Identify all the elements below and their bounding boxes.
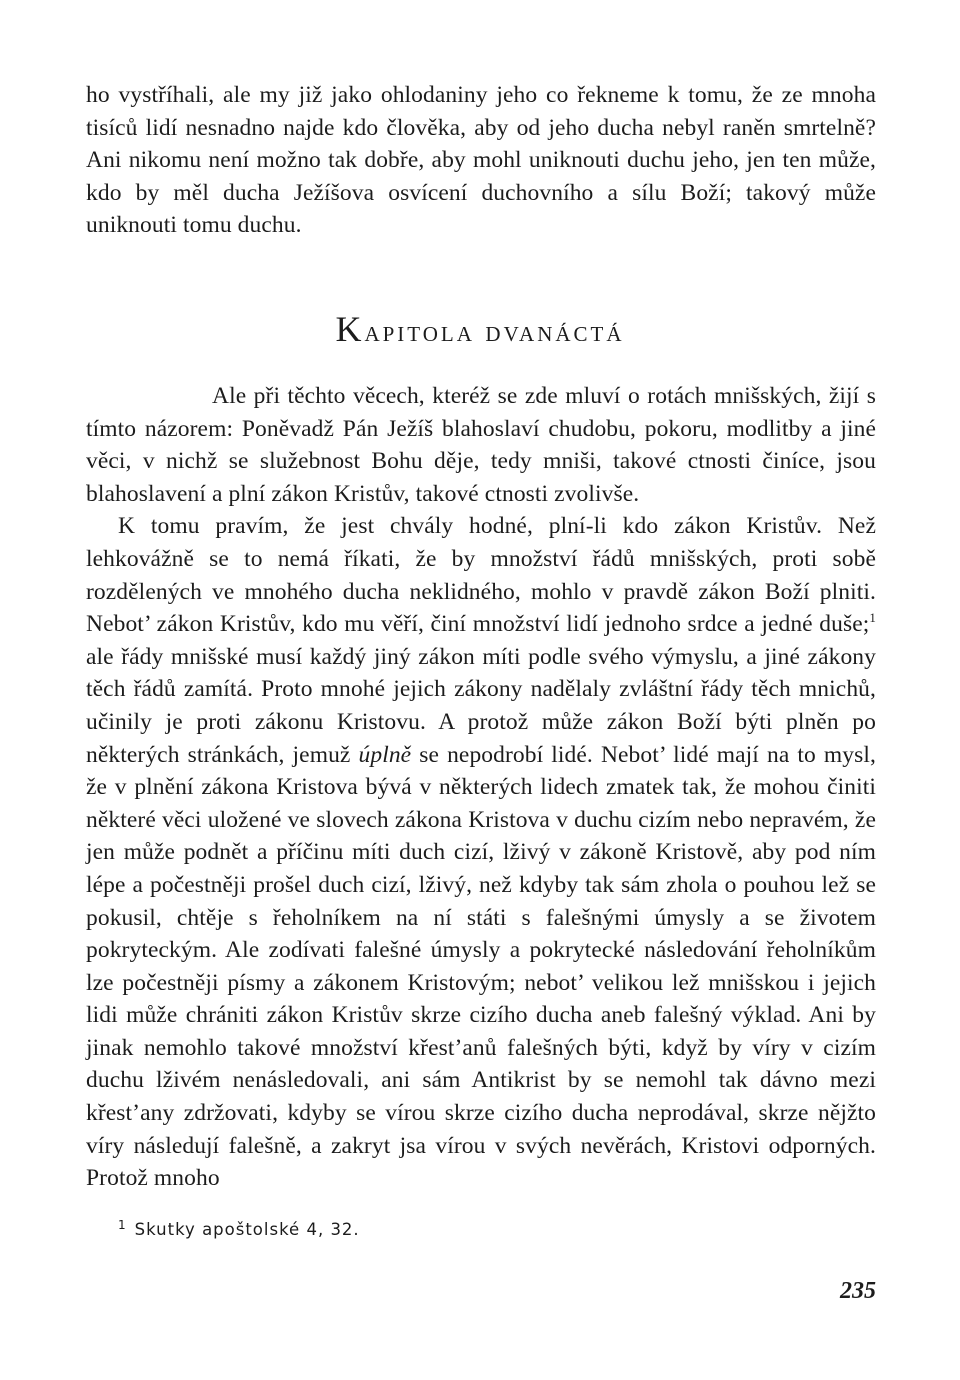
paragraph-2-part-1: K tomu pravím, že jest chvály hodné, plní-li kdo zákon Kristův. Než lehkovážně se to nemá říkati, že by množství řádů mnišských, proti sobě rozdělených ve mnohého ducha neklidného, mohlo v pravdě zákon Boží plniti. Nebot’ zákon Kristův, kdo mu věří, činí množství lidí jednoho srdce a jedné duše; — [86, 513, 876, 638]
footnote-mark: 1 — [118, 1218, 127, 1232]
footnote — [118, 1220, 360, 1239]
paragraph-1: Ale při těchto věcech, kteréž se zde mluví o rotách mnišských, žijí s tímto názorem: Poněvadž Pán Ježíš blahoslaví chudobu, pokoru, modlitby a jiné věci, v nichž se služebnost Bohu děje, tedy mniši, takové ctnosti činíce, jsou blahoslavení a plní zákon Kristův, takové ctnosti zvolivše. — [86, 383, 876, 507]
chapter-heading — [0, 308, 960, 350]
paragraph-2 — [86, 510, 876, 1194]
emphasis-word: úplně — [358, 741, 412, 768]
page-number: 235 — [840, 1278, 876, 1304]
paragraph-2-part-2: ale řády mnišské musí každý jiný zákon míti podle svého výmyslu, a jiné zákony těch řádů zamítá. Proto mnohé jejich zákony nadělaly zvláštní řády těch mnichů, učinily je proti zákonu Kristovu. A protož může zákon Boží býti plněn po některých stránkách, jemuž — [86, 643, 876, 768]
intro-paragraph: ho vystříhali, ale my již jako ohlodaniny jeho co řekneme k tomu, že ze mnoha tisíců lidí nesnadno najde kdo člověka, aby od jeho ducha nebyl raněn smrtelně? Ani nikomu není možno tak dobře, aby mohl uniknouti duchu jeho, jen ten může, kdo by měl ducha Ježíšova osvícení duchovního a sílu Boží; takový může uniknouti tomu duchu. — [86, 82, 876, 239]
footnote-text: Skutky apoštolské 4, 32. — [134, 1220, 360, 1239]
paragraph-2-part-3: se nepodrobí lidé. Nebot’ lidé mají na to mysl, že v plnění zákona Kristova bývá v některých lidech zmatek tak, že mohou činiti některé věci uložené ve slovech zákona Kristova v duchu cizím nebo nepravém, že jen může podnět a příčinu míti duch cizí, lživý v zákoně Kristově, aby pod ním lépe a počestněji prošel duch cizí, lživý, než kdyby tak sám zhola o pouhou lež se pokusil, chtěje s řeholníkem na ní státi s falešnými úmysly a se životem pokryteckým. Ale zodívati falešné úmysly a pokrytecké následování řeholníkům lze počestněji písmy a zákonem Kristovým; nebot’ velikou lež mnišskou i jejich lidi může chrániti zákon Kristův skrze cizího ducha aneb falešný výklad. Ani by jinak nemohlo takové množství křest’anů falešných býti, když by víry v cizím duchu lživém nenásledovali, ani sám Antikrist by se nemohl tak dávno mezi křest’any zdržovati, kdyby se vírou skrze cizího ducha neprodával, skrze nějžto víry následují falešně, a zakryt jsa vírou v svých nevěrách, Kristovi odporných. Protož mnoho — [86, 741, 876, 1192]
footnote-reference: 1 — [869, 610, 876, 626]
chapter-heading-rest: apitola dvanáctá — [364, 315, 625, 348]
chapter-body — [86, 380, 876, 1195]
chapter-heading-initial: K — [335, 309, 365, 349]
intro-text-block — [86, 79, 876, 242]
